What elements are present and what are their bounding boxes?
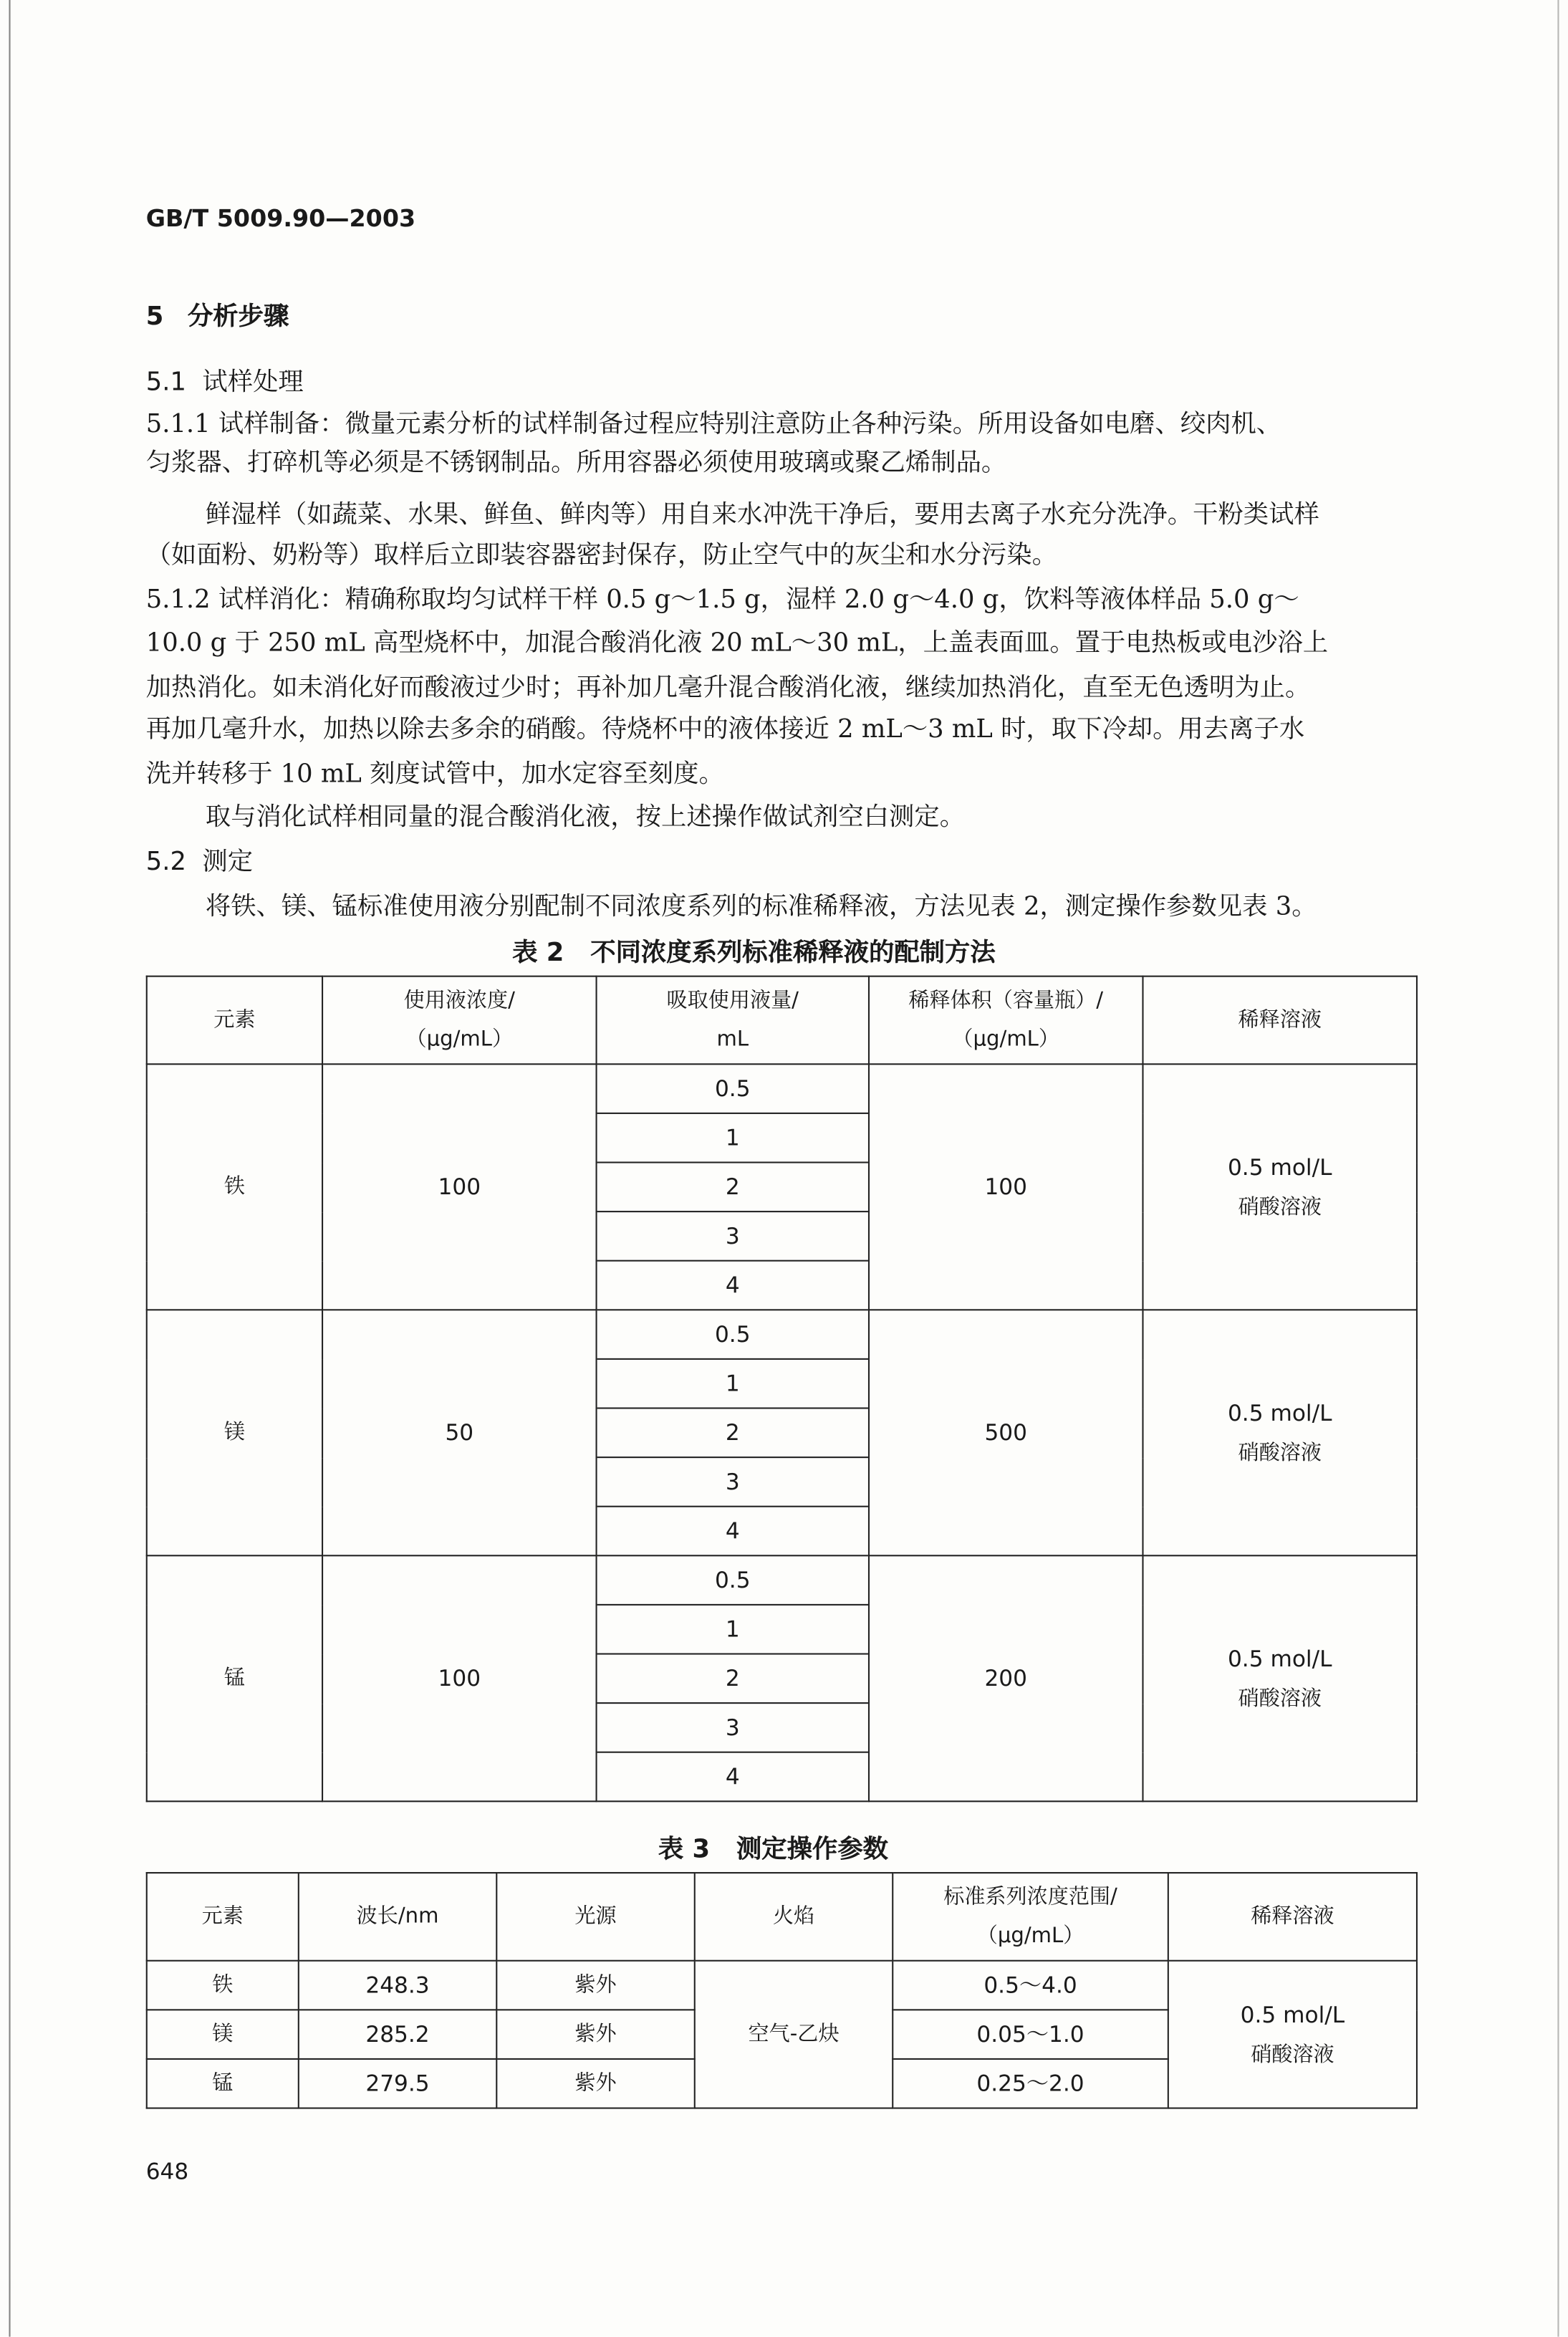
t3-row-2-element: 镁: [147, 2010, 299, 2059]
table-3-caption: 表 3 测定操作参数: [658, 1835, 889, 1865]
t2-mg-dilution: 500: [869, 1310, 1143, 1555]
t2-mg-solution-l1: 0.5 mol/L: [1227, 1399, 1332, 1426]
t2-fe-dilution: 100: [869, 1064, 1143, 1310]
t3-solution: [1168, 1961, 1417, 2108]
t2-header-conc: [322, 976, 596, 1065]
t2-mn-solution-l1: 0.5 mol/L: [1227, 1645, 1332, 1672]
para-5-2: 将铁、镁、锰标准使用液分别配制不同浓度系列的标准稀释液，方法见表 2，测定操作参数见表 3。: [205, 892, 1317, 922]
t3-header-range-l1: 标准系列浓度范围/: [943, 1885, 1117, 1910]
section-5-2-heading: 5.2 测定: [145, 847, 254, 878]
t2-mn-vol-1: 0.5: [597, 1555, 869, 1605]
t3-header-solution: 稀释溶液: [1168, 1873, 1417, 1961]
t2-fe-vol-5: 4: [597, 1261, 869, 1310]
t2-fe-vol-1: 0.5: [597, 1064, 869, 1113]
t2-fe-solution-l1: 0.5 mol/L: [1227, 1153, 1332, 1181]
t2-mg-solution: [1143, 1310, 1416, 1555]
t2-fe-solution-l2: 硝酸溶液: [1238, 1195, 1322, 1219]
t3-header-flame: 火焰: [695, 1873, 893, 1961]
t2-header-dilution-l2: （μg/mL）: [952, 1027, 1060, 1052]
t2-header-volume-l2: mL: [716, 1027, 749, 1052]
t2-mn-dilution: 200: [869, 1555, 1143, 1801]
t2-mg-conc: 50: [322, 1310, 596, 1555]
t2-mn-conc: 100: [322, 1555, 596, 1801]
t3-row-3-wavelength: 279.5: [299, 2059, 496, 2108]
table-row: [147, 1310, 1417, 1359]
scan-left-edge: [9, 0, 10, 2337]
para-5-1-2-line-5: 洗并转移于 10 mL 刻度试管中，加水定容至刻度。: [145, 759, 724, 790]
t2-header-volume-l1: 吸取使用液量/: [666, 989, 799, 1013]
t2-mg-vol-1: 0.5: [597, 1310, 869, 1359]
t3-row-2-range: 0.05～1.0: [893, 2010, 1168, 2059]
t3-flame: 空气-乙炔: [695, 1961, 893, 2108]
table-row: [147, 1064, 1417, 1113]
t2-mn-vol-5: 4: [597, 1752, 869, 1802]
section-5-number: 5: [145, 302, 164, 332]
t2-fe-element: 铁: [147, 1064, 322, 1310]
t2-fe-solution: [1143, 1064, 1416, 1310]
t3-solution-l2: 硝酸溶液: [1251, 2043, 1334, 2067]
para-5-1-2-line-1: 5.1.2 试样消化：精确称取均匀试样干样 0.5 g～1.5 g，湿样 2.0 g～4.0 g，饮料等液体样品 5.0 g～: [145, 585, 1299, 615]
section-5-title: 分析步骤: [187, 302, 289, 332]
page-number: 648: [145, 2158, 189, 2185]
t3-row-1-element: 铁: [147, 1961, 299, 2010]
t2-mg-solution-l2: 硝酸溶液: [1238, 1441, 1322, 1465]
table-2: [146, 976, 1418, 1803]
table-row: [147, 1555, 1417, 1605]
t2-header-volume: [597, 976, 869, 1065]
t2-mn-vol-2: 1: [597, 1605, 869, 1654]
t3-header-source: 光源: [496, 1873, 694, 1961]
standard-number: GB/T 5009.90—2003: [145, 203, 416, 233]
t2-header-conc-l2: （μg/mL）: [405, 1027, 514, 1052]
t3-row-3-element: 锰: [147, 2059, 299, 2108]
t3-solution-l1: 0.5 mol/L: [1240, 2000, 1345, 2028]
t3-header-range: [893, 1873, 1168, 1961]
t2-mn-solution-l2: 硝酸溶液: [1238, 1686, 1322, 1711]
para-5-1-2-line-4: 再加几毫升水，加热以除去多余的硝酸。待烧杯中的液体接近 2 mL～3 mL 时，取下冷却。用去离子水: [145, 714, 1305, 745]
para-5-1-2-line-3: 加热消化。如未消化好而酸液过少时；再补加几毫升混合酸消化液，继续加热消化，直至无色透明为止。: [145, 673, 1311, 704]
para-5-1-2-line-2: 10.0 g 于 250 mL 高型烧杯中，加混合酸消化液 20 mL～30 mL，上盖表面皿。置于电热板或电沙浴上: [145, 628, 1329, 658]
t2-mg-vol-5: 4: [597, 1507, 869, 1556]
t3-row-1-source: 紫外: [496, 1961, 694, 2010]
t2-fe-conc: 100: [322, 1064, 596, 1310]
t2-header-element: 元素: [147, 976, 322, 1065]
t2-header-conc-l1: 使用液浓度/: [403, 989, 515, 1013]
t2-fe-vol-3: 2: [597, 1163, 869, 1212]
t2-fe-vol-4: 3: [597, 1211, 869, 1261]
table-3-header-row: [147, 1873, 1417, 1961]
t2-mn-vol-4: 3: [597, 1703, 869, 1752]
t3-row-2-source: 紫外: [496, 2010, 694, 2059]
t2-mn-element: 锰: [147, 1555, 322, 1801]
t2-mg-element: 镁: [147, 1310, 322, 1555]
para-5-1-1-line-1: 5.1.1 试样制备：微量元素分析的试样制备过程应特别注意防止各种污染。所用设备如电磨、绞肉机、: [145, 409, 1282, 440]
t2-header-dilution-l1: 稀释体积（容量瓶）/: [908, 989, 1104, 1013]
t3-row-3-source: 紫外: [496, 2059, 694, 2108]
t3-header-wavelength: 波长/nm: [299, 1873, 496, 1961]
scan-right-edge: [1557, 0, 1559, 2337]
t3-row-3-range: 0.25～2.0: [893, 2059, 1168, 2108]
t2-mg-vol-4: 3: [597, 1457, 869, 1507]
t2-mg-vol-3: 2: [597, 1409, 869, 1458]
t2-header-solution: 稀释溶液: [1143, 976, 1416, 1065]
section-5-1-heading: 5.1 试样处理: [145, 368, 304, 398]
t3-row-1-wavelength: 248.3: [299, 1961, 496, 2010]
t3-row-2-wavelength: 285.2: [299, 2010, 496, 2059]
t3-header-range-l2: （μg/mL）: [976, 1924, 1084, 1949]
t2-mg-vol-2: 1: [597, 1359, 869, 1409]
para-5-1-1-line-3: 鲜湿样（如蔬菜、水果、鲜鱼、鲜肉等）用自来水冲洗干净后，要用去离子水充分洗净。干粉类试样: [205, 500, 1319, 531]
para-5-1-1-line-4: （如面粉、奶粉等）取样后立即装容器密封保存，防止空气中的灰尘和水分污染。: [145, 540, 1057, 571]
t3-row-1-range: 0.5～4.0: [893, 1961, 1168, 2010]
t2-mn-vol-3: 2: [597, 1654, 869, 1704]
t2-header-dilution: [869, 976, 1143, 1065]
table-3: [146, 1872, 1418, 2109]
table-2-header-row: [147, 976, 1417, 1065]
t2-mn-solution: [1143, 1555, 1416, 1801]
para-5-1-1-line-2: 匀浆器、打碎机等必须是不锈钢制品。所用容器必须使用玻璃或聚乙烯制品。: [145, 448, 1007, 479]
t3-header-element: 元素: [147, 1873, 299, 1961]
table-2-caption: 表 2 不同浓度系列标准稀释液的配制方法: [512, 938, 996, 969]
t2-fe-vol-2: 1: [597, 1113, 869, 1163]
table-row: [147, 1961, 1417, 2010]
para-5-1-2-line-6: 取与消化试样相同量的混合酸消化液，按上述操作做试剂空白测定。: [205, 802, 966, 833]
